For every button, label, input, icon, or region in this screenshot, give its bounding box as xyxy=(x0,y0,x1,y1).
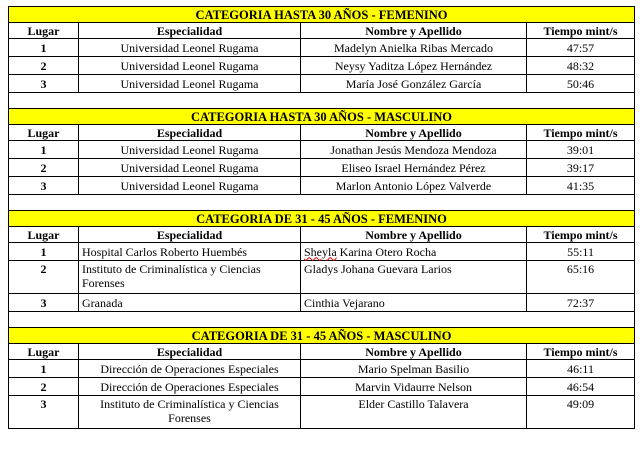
cell-especialidad: Universidad Leonel Rugama xyxy=(79,177,301,195)
cell-tiempo: 47:57 xyxy=(527,39,635,57)
cell-tiempo: 49:09 xyxy=(527,396,635,429)
cell-nombre: Eliseo Israel Hernández Pérez xyxy=(301,159,527,177)
spacer-row xyxy=(9,312,635,328)
cell-tiempo: 41:35 xyxy=(527,177,635,195)
cell-lugar: 3 xyxy=(9,75,79,93)
category-title: CATEGORIA DE 31 - 45 AÑOS - MASCULINO xyxy=(9,328,635,344)
table-row xyxy=(9,396,635,429)
results-table xyxy=(8,6,635,429)
header-especialidad: Especialidad xyxy=(79,23,301,39)
cell-nombre: Marvin Vidaurre Nelson xyxy=(301,378,527,396)
cell-tiempo: 55:11 xyxy=(527,243,635,261)
spellcheck-word: Sheyla xyxy=(304,244,337,259)
category-title-row xyxy=(9,211,635,227)
category-title-row xyxy=(9,109,635,125)
header-tiempo: Tiempo mint/s xyxy=(527,344,635,360)
cell-nombre: Mario Spelman Basilio xyxy=(301,360,527,378)
header-tiempo: Tiempo mint/s xyxy=(527,125,635,141)
cell-nombre: Elder Castillo Talavera xyxy=(301,396,527,429)
header-row xyxy=(9,227,635,243)
category-title: CATEGORIA HASTA 30 AÑOS - MASCULINO xyxy=(9,109,635,125)
cell-especialidad: Dirección de Operaciones Especiales xyxy=(79,378,301,396)
spacer-row xyxy=(9,93,635,109)
header-lugar: Lugar xyxy=(9,344,79,360)
header-nombre: Nombre y Apellido xyxy=(301,344,527,360)
cell-lugar: 1 xyxy=(9,141,79,159)
cell-lugar: 2 xyxy=(9,57,79,75)
cell-lugar: 1 xyxy=(9,360,79,378)
category-title: CATEGORIA DE 31 - 45 AÑOS - FEMENINO xyxy=(9,211,635,227)
cell-lugar: 2 xyxy=(9,378,79,396)
cell-tiempo: 46:11 xyxy=(527,360,635,378)
cell-tiempo: 46:54 xyxy=(527,378,635,396)
header-nombre: Nombre y Apellido xyxy=(301,125,527,141)
cell-especialidad: Instituto de Criminalística y Ciencias Forenses xyxy=(79,261,301,294)
cell-especialidad: Instituto de Criminalística y Ciencias Forenses xyxy=(79,396,301,429)
cell-especialidad: Universidad Leonel Rugama xyxy=(79,75,301,93)
cell-lugar: 1 xyxy=(9,39,79,57)
table-row xyxy=(9,378,635,396)
results-sheet xyxy=(8,6,634,429)
header-row xyxy=(9,125,635,141)
header-tiempo: Tiempo mint/s xyxy=(527,23,635,39)
cell-lugar: 2 xyxy=(9,159,79,177)
cell-tiempo: 50:46 xyxy=(527,75,635,93)
cell-especialidad: Universidad Leonel Rugama xyxy=(79,159,301,177)
cell-especialidad: Universidad Leonel Rugama xyxy=(79,57,301,75)
category-title-row xyxy=(9,7,635,23)
table-row xyxy=(9,360,635,378)
header-nombre: Nombre y Apellido xyxy=(301,23,527,39)
header-lugar: Lugar xyxy=(9,227,79,243)
cell-especialidad: Universidad Leonel Rugama xyxy=(79,141,301,159)
cell-tiempo: 39:01 xyxy=(527,141,635,159)
cell-lugar: 3 xyxy=(9,294,79,312)
cell-tiempo: 72:37 xyxy=(527,294,635,312)
cell-nombre: Neysy Yaditza López Hernández xyxy=(301,57,527,75)
cell-nombre: Jonathan Jesús Mendoza Mendoza xyxy=(301,141,527,159)
table-row xyxy=(9,261,635,294)
cell-especialidad: Hospital Carlos Roberto Huembés xyxy=(79,243,301,261)
cell-tiempo: 48:32 xyxy=(527,57,635,75)
cell-nombre: Cinthia Vejarano xyxy=(301,294,527,312)
table-row xyxy=(9,159,635,177)
header-lugar: Lugar xyxy=(9,23,79,39)
cell-especialidad: Dirección de Operaciones Especiales xyxy=(79,360,301,378)
header-especialidad: Especialidad xyxy=(79,227,301,243)
cell-tiempo: 65:16 xyxy=(527,261,635,294)
cell-especialidad: Universidad Leonel Rugama xyxy=(79,39,301,57)
header-row xyxy=(9,344,635,360)
header-lugar: Lugar xyxy=(9,125,79,141)
cell-nombre: Gladys Johana Guevara Larios xyxy=(301,261,527,294)
spacer-row xyxy=(9,195,635,211)
table-row xyxy=(9,57,635,75)
cell-tiempo: 39:17 xyxy=(527,159,635,177)
category-title-row xyxy=(9,328,635,344)
cell-nombre: María José González García xyxy=(301,75,527,93)
table-row xyxy=(9,243,635,261)
table-row xyxy=(9,294,635,312)
cell-nombre: Madelyn Anielka Ribas Mercado xyxy=(301,39,527,57)
name-rest: Karina Otero Rocha xyxy=(336,244,437,259)
header-nombre: Nombre y Apellido xyxy=(301,227,527,243)
cell-especialidad: Granada xyxy=(79,294,301,312)
table-row xyxy=(9,177,635,195)
table-row xyxy=(9,75,635,93)
cell-lugar: 3 xyxy=(9,396,79,429)
category-title: CATEGORIA HASTA 30 AÑOS - FEMENINO xyxy=(9,7,635,23)
cell-lugar: 2 xyxy=(9,261,79,294)
table-row xyxy=(9,39,635,57)
header-tiempo: Tiempo mint/s xyxy=(527,227,635,243)
table-row xyxy=(9,141,635,159)
cell-lugar: 3 xyxy=(9,177,79,195)
cell-nombre xyxy=(301,243,527,261)
header-especialidad: Especialidad xyxy=(79,125,301,141)
header-row xyxy=(9,23,635,39)
header-especialidad: Especialidad xyxy=(79,344,301,360)
cell-nombre: Marlon Antonio López Valverde xyxy=(301,177,527,195)
cell-lugar: 1 xyxy=(9,243,79,261)
